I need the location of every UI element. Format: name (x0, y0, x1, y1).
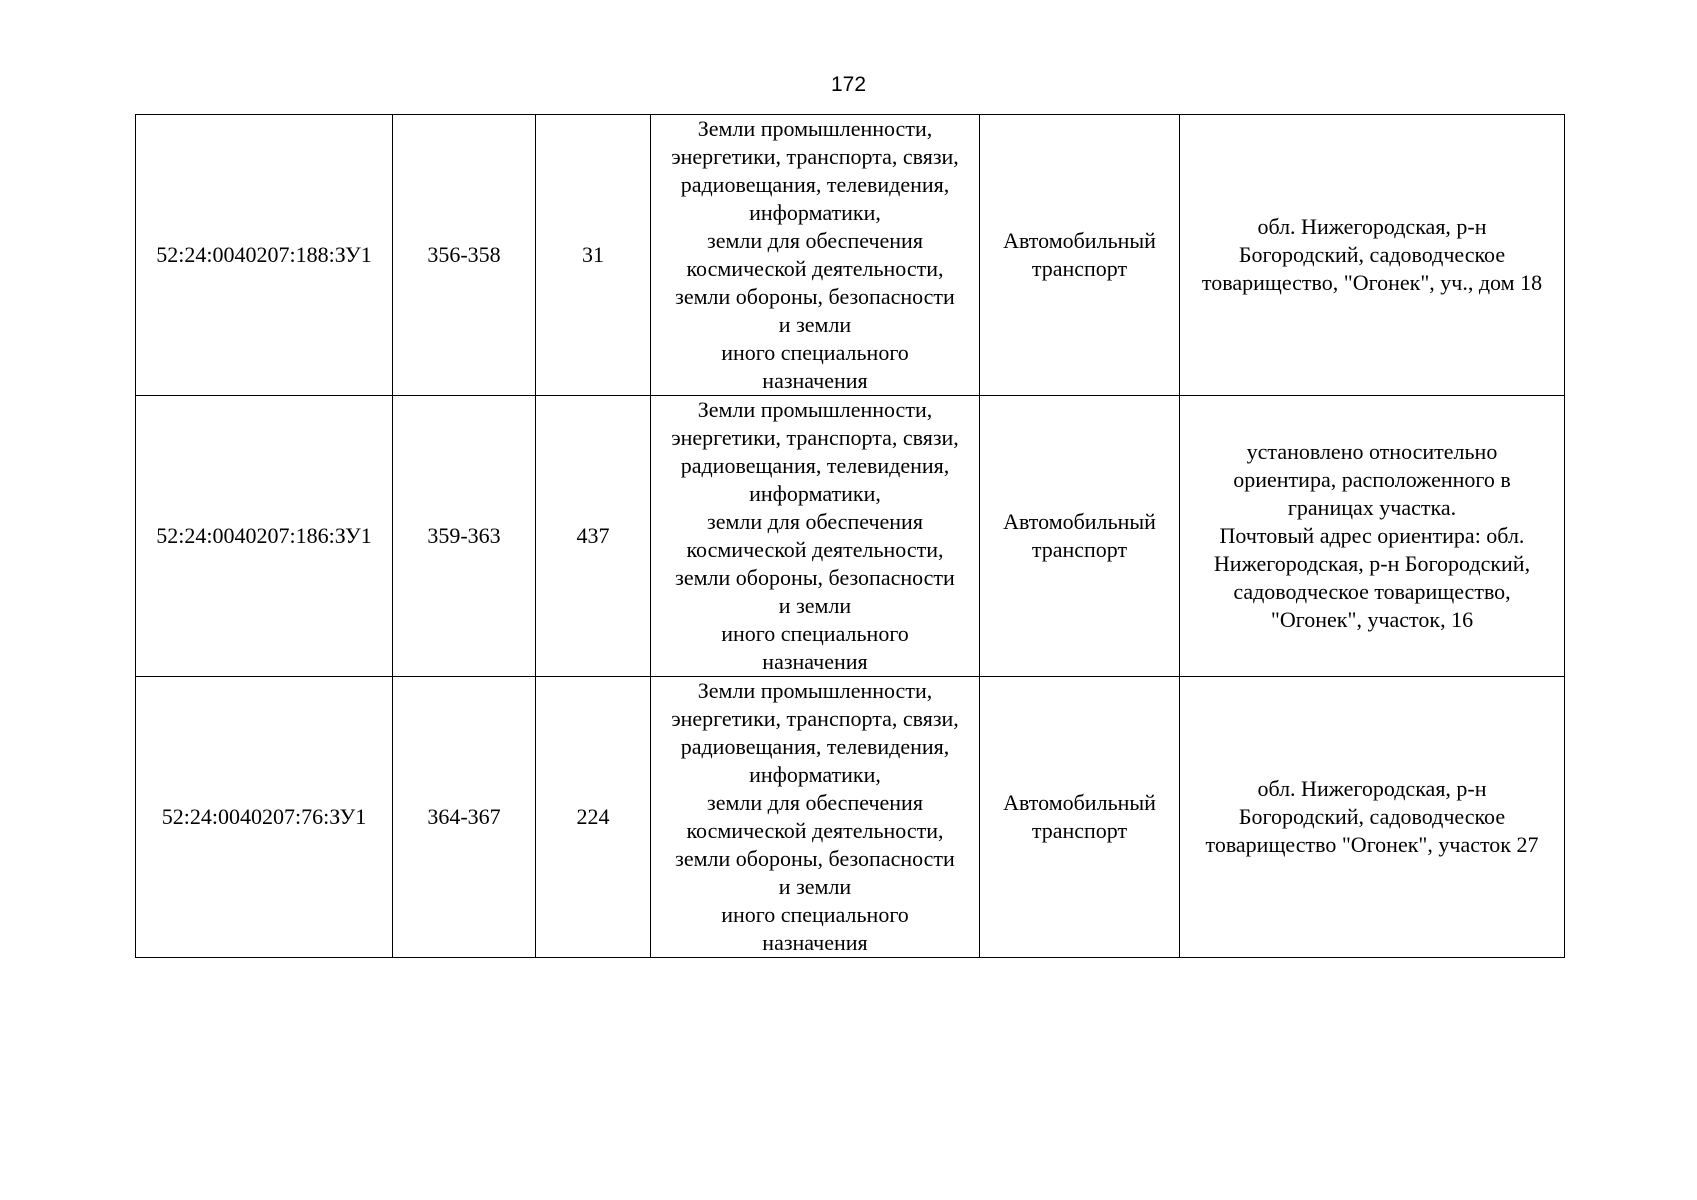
land-category-line: назначения (762, 368, 868, 393)
permitted-use-cell (980, 396, 1180, 677)
table-row (136, 115, 1565, 396)
land-category-cell (651, 115, 980, 396)
permitted-use-line: Автомобильный (1003, 228, 1156, 253)
cadastral-number-cell: 52:24:0040207:186:ЗУ1 (136, 396, 393, 677)
points-cell: 359-363 (393, 396, 536, 677)
permitted-use-line: Автомобильный (1003, 509, 1156, 534)
land-category-line: иного специального (721, 902, 909, 927)
land-category-line: информатики, (749, 200, 881, 225)
land-category-line: энергетики, транспорта, связи, (671, 706, 959, 731)
permitted-use-cell (980, 677, 1180, 958)
address-line: "Огонек", участок, 16 (1270, 607, 1474, 632)
cadastral-number-cell: 52:24:0040207:76:ЗУ1 (136, 677, 393, 958)
address-line: ориентира, расположенного в (1233, 467, 1511, 492)
points-cell: 356-358 (393, 115, 536, 396)
land-category-line: земли обороны, безопасности (675, 284, 955, 309)
cadastral-number-cell: 52:24:0040207:188:ЗУ1 (136, 115, 393, 396)
land-category-line: радиовещания, телевидения, (680, 453, 950, 478)
land-category-line: и земли (778, 874, 852, 899)
land-category-line: назначения (762, 930, 868, 955)
address-line: Нижегородская, р-н Богородский, (1213, 551, 1531, 576)
land-category-line: радиовещания, телевидения, (680, 172, 950, 197)
address-cell (1180, 115, 1565, 396)
land-category-line: назначения (762, 649, 868, 674)
area-cell: 437 (536, 396, 651, 677)
address-line: Почтовый адрес ориентира: обл. (1219, 523, 1525, 548)
table-body (136, 115, 1565, 958)
address-line: границах участка. (1287, 495, 1457, 520)
land-category-line: иного специального (721, 340, 909, 365)
land-category-line: космической деятельности, (686, 256, 944, 281)
page-number: 172 (830, 73, 867, 96)
land-category-line: и земли (778, 593, 852, 618)
permitted-use-line: транспорт (1031, 256, 1128, 281)
land-category-line: информатики, (749, 481, 881, 506)
land-category-line: иного специального (721, 621, 909, 646)
area-cell: 224 (536, 677, 651, 958)
address-line: Богородский, садоводческое (1238, 804, 1506, 829)
land-category-line: Земли промышленности, (697, 397, 933, 422)
land-category-line: земли для обеспечения (707, 790, 923, 815)
land-category-line: радиовещания, телевидения, (680, 734, 950, 759)
permitted-use-line: транспорт (1031, 537, 1128, 562)
points-cell: 364-367 (393, 677, 536, 958)
land-category-line: космической деятельности, (686, 537, 944, 562)
address-line: садоводческое товарищество, (1233, 579, 1511, 604)
land-category-cell (651, 396, 980, 677)
address-cell (1180, 396, 1565, 677)
permitted-use-line: транспорт (1031, 818, 1128, 843)
address-cell (1180, 677, 1565, 958)
land-plots-table (135, 114, 1565, 958)
table-row (136, 677, 1565, 958)
table-row (136, 396, 1565, 677)
address-line: установлено относительно (1246, 439, 1498, 464)
land-category-line: земли обороны, безопасности (675, 565, 955, 590)
permitted-use-cell (980, 115, 1180, 396)
land-category-cell (651, 677, 980, 958)
land-category-line: энергетики, транспорта, связи, (671, 425, 959, 450)
land-category-line: земли для обеспечения (707, 509, 923, 534)
land-category-line: Земли промышленности, (697, 116, 933, 141)
land-category-line: энергетики, транспорта, связи, (671, 144, 959, 169)
address-line: обл. Нижегородская, р-н (1257, 214, 1487, 239)
area-cell: 31 (536, 115, 651, 396)
land-category-line: земли обороны, безопасности (675, 846, 955, 871)
address-line: Богородский, садоводческое (1238, 242, 1506, 267)
land-category-line: информатики, (749, 762, 881, 787)
land-category-line: космической деятельности, (686, 818, 944, 843)
address-line: товарищество, "Огонек", уч., дом 18 (1201, 270, 1543, 295)
address-line: товарищество "Огонек", участок 27 (1205, 832, 1539, 857)
permitted-use-line: Автомобильный (1003, 790, 1156, 815)
address-line: обл. Нижегородская, р-н (1257, 776, 1487, 801)
land-category-line: Земли промышленности, (697, 678, 933, 703)
land-category-line: земли для обеспечения (707, 228, 923, 253)
land-category-line: и земли (778, 312, 852, 337)
